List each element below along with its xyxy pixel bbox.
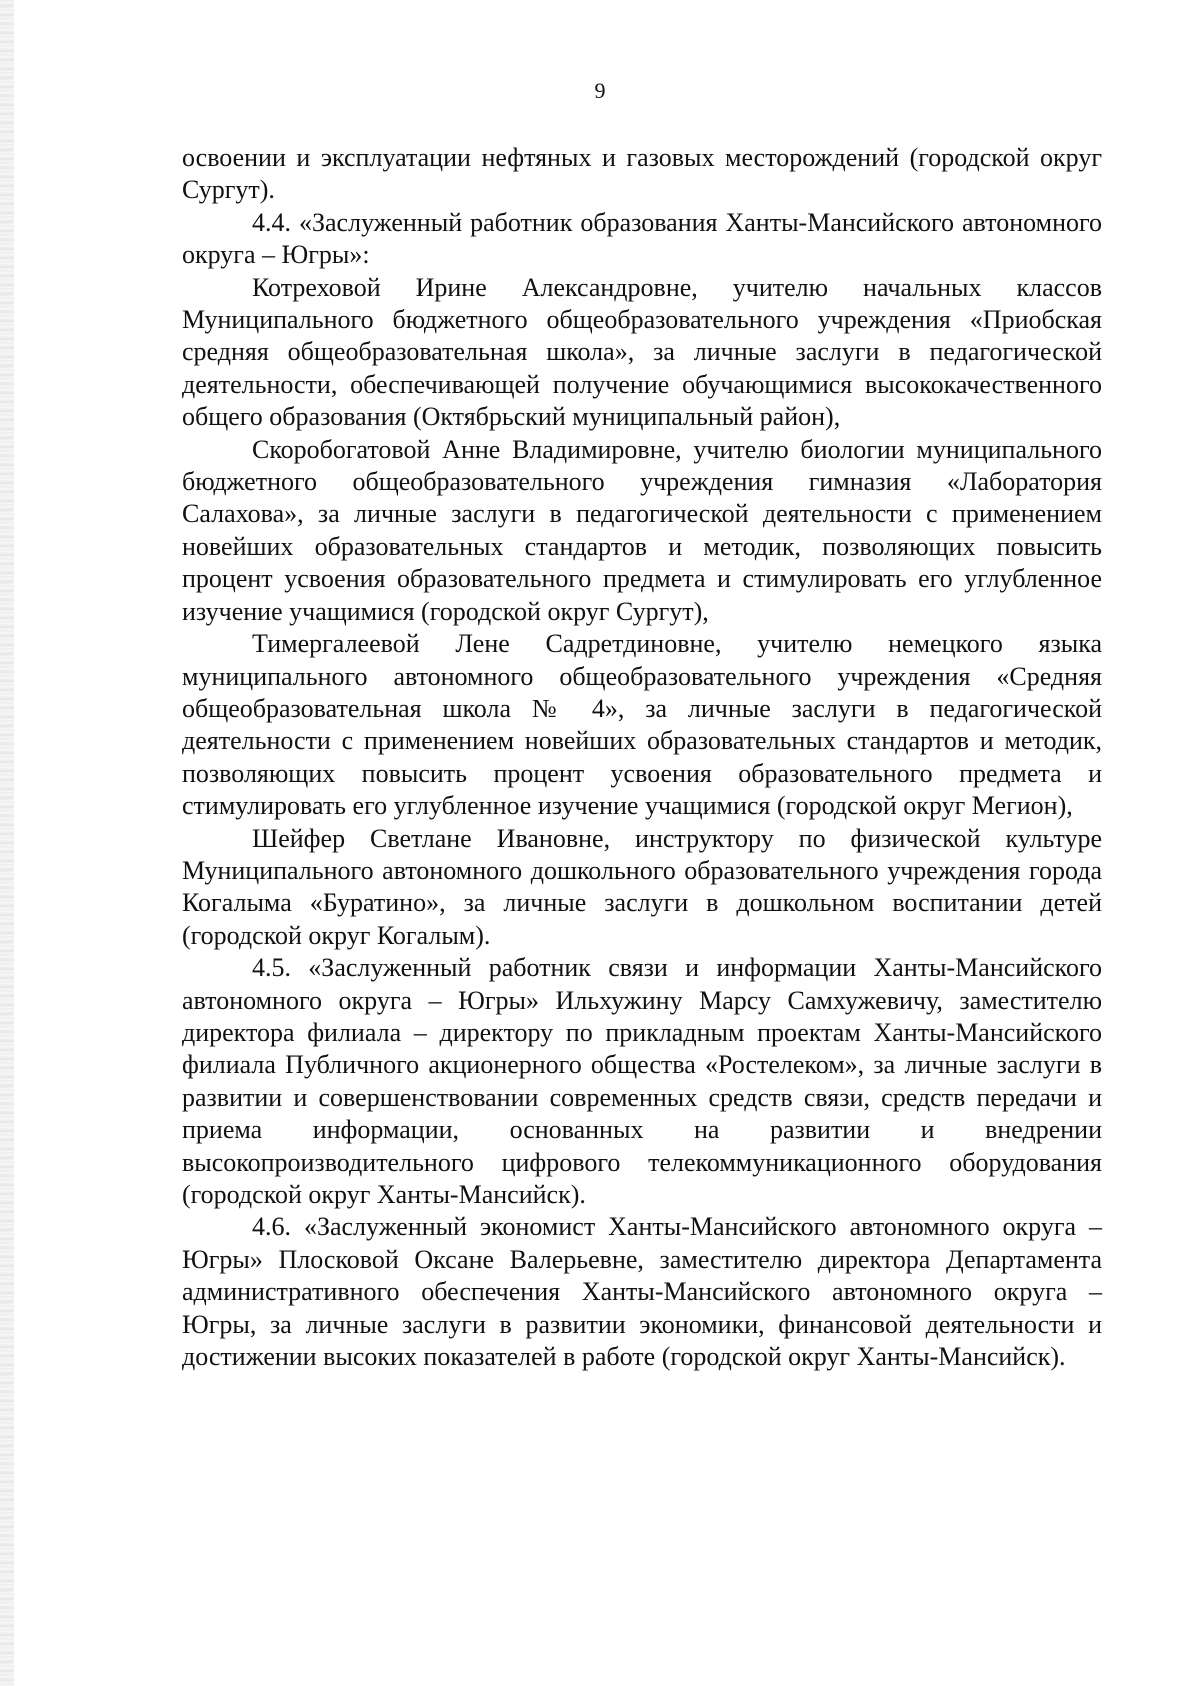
paragraph-timergaleeva: Тимергалеевой Лене Садретдиновне, учителю немецкого языка муниципального автономного общеобразовательного учреждения «Средняя общеобразовательная школа № 4», за личные заслуги в педагогической деятельности с применением новейших образовательных стандартов и методик, позволяющих повысить процент усвоения образовательного предмета и стимулировать его углубленное изучение учащимися (городской округ Мегион), xyxy=(182,629,1102,821)
paragraph-continuation: освоении и эксплуатации нефтяных и газовых месторождений (городской округ Сургут). xyxy=(182,143,1102,205)
paragraph-sheifer: Шейфер Светлане Ивановне, инструктору по физической культуре Муниципального автономного дошкольного образовательного учреждения города Когалыма «Буратино», за личные заслуги в дошкольном воспитании детей (городской округ Когалым). xyxy=(182,823,1102,950)
paragraph-section-4-6: 4.6. «Заслуженный экономист Ханты-Мансийского автономного округа – Югры» Плосковой Оксане Валерьевне, заместителю директора Департамента административного обеспечения Ханты-Мансийского автономного округа – Югры, за личные заслуги в развитии экономики, финансовой деятельности и достижении высоких показателей в работе (городской округ Ханты-Мансийск). xyxy=(182,1212,1102,1372)
paragraph-section-4-4: 4.4. «Заслуженный работник образования Ханты-Мансийского автономного округа – Югры»: xyxy=(182,207,1102,270)
paragraph-skorobogatova: Скоробогатовой Анне Владимировне, учителю биологии муниципального бюджетного общеобразовательного учреждения гимназия «Лаборатория Салахова», за личные заслуги в педагогической деятельности с применением новейших образовательных стандартов и методик, позволяющих повысить процент усвоения образовательного предмета и стимулировать его углубленное изучение учащимися (городской округ Сургут), xyxy=(182,434,1102,626)
document-body xyxy=(182,142,1102,1373)
scan-edge xyxy=(0,0,14,1686)
paragraph-kotrekhova: Котреховой Ирине Александровне, учителю начальных классов Муниципального бюджетного общеобразовательного учреждения «Приобская средняя общеобразовательная школа», за личные заслуги в педагогической деятельности, обеспечивающей получение обучающимися высококачественного общего образования (Октябрьский муниципальный район), xyxy=(182,272,1102,432)
page-number: 9 xyxy=(594,78,606,103)
paragraph-section-4-5: 4.5. «Заслуженный работник связи и информации Ханты-Мансийского автономного округа – Югры» Ильхужину Марсу Самхужевичу, заместителю директора филиала – директору по прикладным проектам Ханты-Мансийского филиала Публичного акционерного общества «Ростелеком», за личные заслуги в развитии и совершенствовании современных средств связи, средств передачи и приема информации, основанных на развитии и внедрении высокопроизводительного цифрового телекоммуникационного оборудования (городской округ Ханты-Мансийск). xyxy=(182,953,1102,1209)
